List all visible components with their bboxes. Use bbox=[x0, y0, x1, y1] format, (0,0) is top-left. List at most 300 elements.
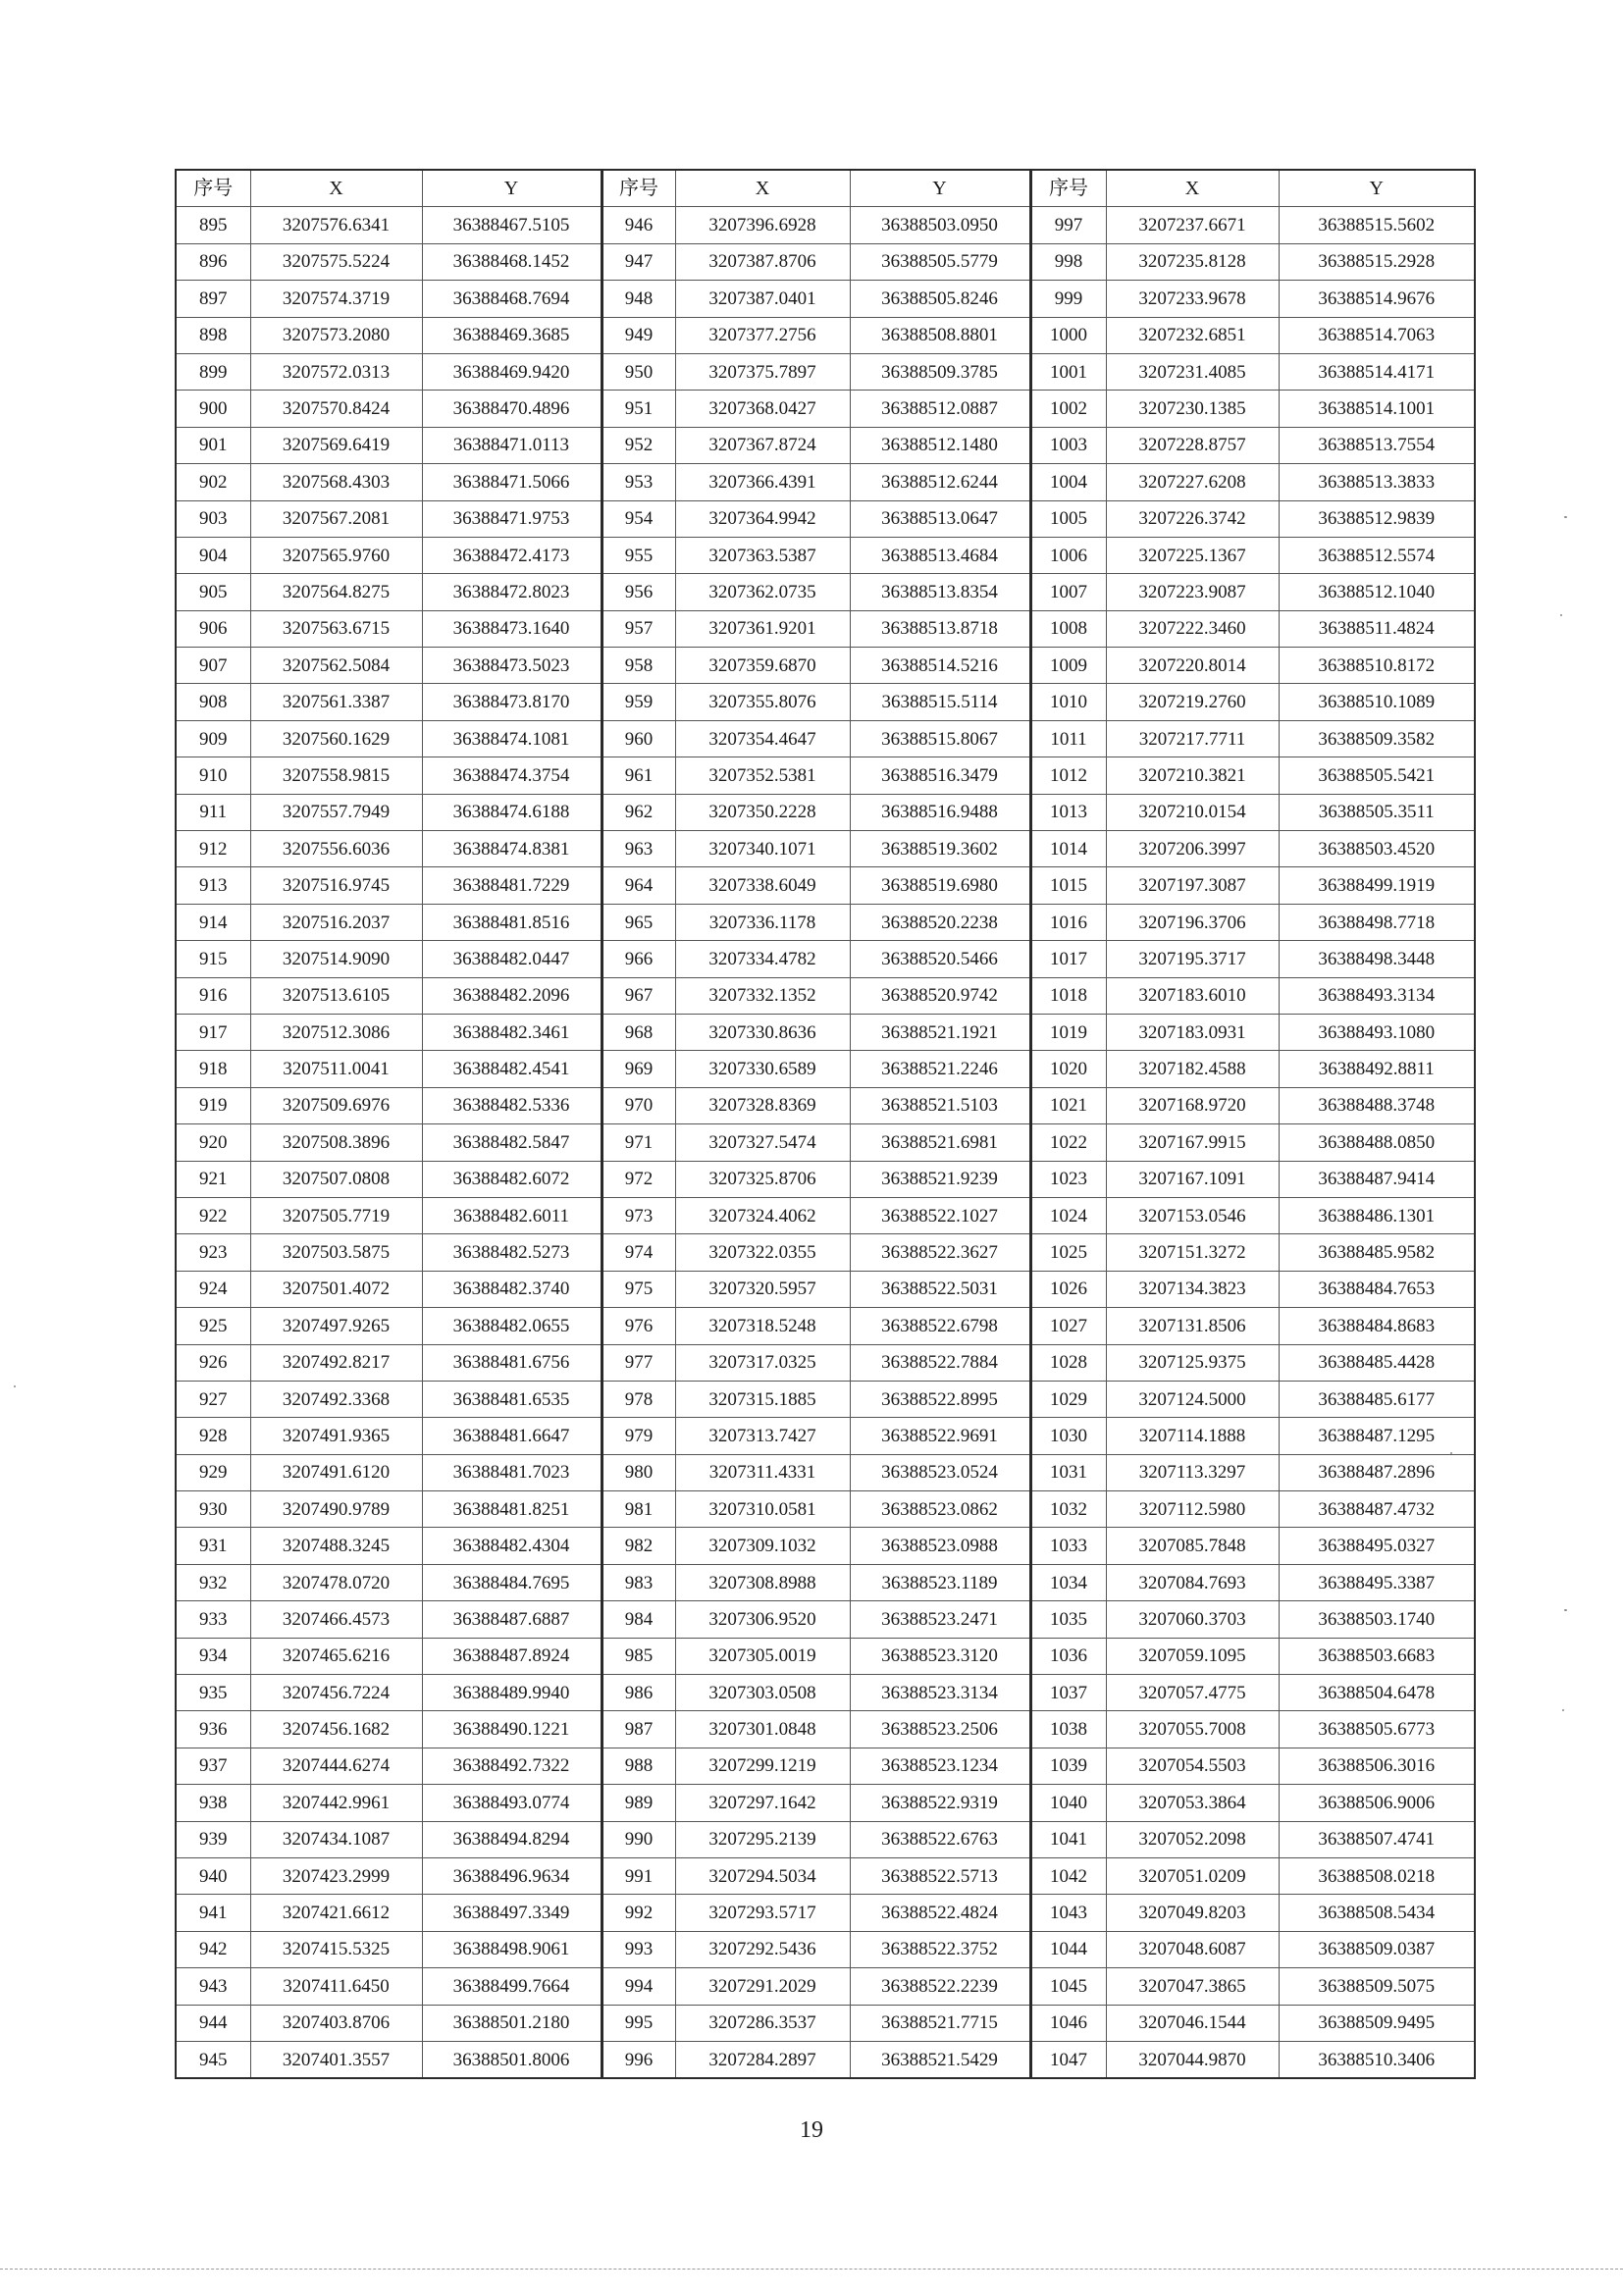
cell-x: 3207456.7224 bbox=[250, 1675, 422, 1711]
cell-seq: 939 bbox=[176, 1821, 250, 1857]
cell-y: 36388498.9061 bbox=[422, 1931, 602, 1967]
table-row bbox=[176, 610, 1475, 647]
cell-x: 3207442.9961 bbox=[250, 1785, 422, 1821]
cell-x: 3207206.3997 bbox=[1106, 831, 1279, 867]
cell-x: 3207131.8506 bbox=[1106, 1308, 1279, 1344]
cell-x: 3207364.9942 bbox=[675, 500, 850, 537]
table-row bbox=[176, 757, 1475, 794]
cell-seq: 1012 bbox=[1030, 757, 1106, 794]
cell-seq: 1021 bbox=[1030, 1087, 1106, 1123]
cell-y: 36388514.9676 bbox=[1279, 281, 1475, 317]
cell-seq: 940 bbox=[176, 1857, 250, 1894]
scan-speck bbox=[1562, 1709, 1564, 1711]
cell-y: 36388498.7718 bbox=[1279, 904, 1475, 940]
cell-y: 36388515.8067 bbox=[850, 720, 1030, 757]
cell-x: 3207085.7848 bbox=[1106, 1528, 1279, 1564]
cell-x: 3207299.1219 bbox=[675, 1748, 850, 1784]
cell-seq: 908 bbox=[176, 684, 250, 720]
cell-y: 36388484.8683 bbox=[1279, 1308, 1475, 1344]
cell-x: 3207223.9087 bbox=[1106, 574, 1279, 610]
cell-x: 3207317.0325 bbox=[675, 1344, 850, 1381]
cell-seq: 920 bbox=[176, 1124, 250, 1161]
cell-seq: 1007 bbox=[1030, 574, 1106, 610]
table-row bbox=[176, 1564, 1475, 1600]
cell-y: 36388514.1001 bbox=[1279, 391, 1475, 427]
cell-y: 36388487.2896 bbox=[1279, 1454, 1475, 1490]
cell-y: 36388514.5216 bbox=[850, 648, 1030, 684]
cell-seq: 1009 bbox=[1030, 648, 1106, 684]
cell-seq: 977 bbox=[602, 1344, 675, 1381]
table-row bbox=[176, 574, 1475, 610]
cell-x: 3207363.5387 bbox=[675, 537, 850, 573]
cell-seq: 942 bbox=[176, 1931, 250, 1967]
cell-y: 36388522.8995 bbox=[850, 1381, 1030, 1417]
cell-seq: 968 bbox=[602, 1014, 675, 1050]
cell-x: 3207466.4573 bbox=[250, 1601, 422, 1638]
header-x: X bbox=[1106, 170, 1279, 207]
cell-x: 3207557.7949 bbox=[250, 794, 422, 830]
cell-x: 3207051.0209 bbox=[1106, 1857, 1279, 1894]
cell-x: 3207330.6589 bbox=[675, 1051, 850, 1087]
cell-y: 36388512.0887 bbox=[850, 391, 1030, 427]
cell-x: 3207514.9090 bbox=[250, 941, 422, 977]
cell-seq: 1008 bbox=[1030, 610, 1106, 647]
cell-y: 36388522.9319 bbox=[850, 1785, 1030, 1821]
cell-y: 36388513.7554 bbox=[1279, 427, 1475, 463]
cell-y: 36388474.6188 bbox=[422, 794, 602, 830]
cell-seq: 917 bbox=[176, 1014, 250, 1050]
cell-seq: 988 bbox=[602, 1748, 675, 1784]
cell-y: 36388498.3448 bbox=[1279, 941, 1475, 977]
cell-y: 36388503.0950 bbox=[850, 207, 1030, 243]
cell-seq: 1035 bbox=[1030, 1601, 1106, 1638]
cell-y: 36388504.6478 bbox=[1279, 1675, 1475, 1711]
cell-x: 3207512.3086 bbox=[250, 1014, 422, 1050]
cell-x: 3207151.3272 bbox=[1106, 1234, 1279, 1271]
cell-y: 36388482.3740 bbox=[422, 1271, 602, 1307]
cell-y: 36388487.9414 bbox=[1279, 1161, 1475, 1197]
cell-seq: 1001 bbox=[1030, 353, 1106, 390]
cell-seq: 966 bbox=[602, 941, 675, 977]
scan-speck bbox=[1564, 516, 1567, 518]
header-y: Y bbox=[850, 170, 1030, 207]
cell-seq: 948 bbox=[602, 281, 675, 317]
cell-x: 3207561.3387 bbox=[250, 684, 422, 720]
cell-y: 36388482.0447 bbox=[422, 941, 602, 977]
header-x: X bbox=[250, 170, 422, 207]
cell-x: 3207295.2139 bbox=[675, 1821, 850, 1857]
cell-y: 36388488.0850 bbox=[1279, 1124, 1475, 1161]
cell-y: 36388481.7023 bbox=[422, 1454, 602, 1490]
cell-seq: 924 bbox=[176, 1271, 250, 1307]
table-row bbox=[176, 1344, 1475, 1381]
cell-x: 3207328.8369 bbox=[675, 1087, 850, 1123]
cell-seq: 956 bbox=[602, 574, 675, 610]
cell-seq: 986 bbox=[602, 1675, 675, 1711]
cell-x: 3207492.3368 bbox=[250, 1381, 422, 1417]
cell-y: 36388513.0647 bbox=[850, 500, 1030, 537]
cell-seq: 1002 bbox=[1030, 391, 1106, 427]
cell-y: 36388487.6887 bbox=[422, 1601, 602, 1638]
table-row bbox=[176, 1748, 1475, 1784]
cell-y: 36388523.0862 bbox=[850, 1491, 1030, 1528]
cell-y: 36388481.6647 bbox=[422, 1418, 602, 1454]
cell-y: 36388521.9239 bbox=[850, 1161, 1030, 1197]
cell-seq: 967 bbox=[602, 977, 675, 1014]
cell-seq: 927 bbox=[176, 1381, 250, 1417]
cell-x: 3207311.4331 bbox=[675, 1454, 850, 1490]
cell-seq: 1016 bbox=[1030, 904, 1106, 940]
cell-seq: 1027 bbox=[1030, 1308, 1106, 1344]
cell-y: 36388514.7063 bbox=[1279, 317, 1475, 353]
cell-x: 3207355.8076 bbox=[675, 684, 850, 720]
header-seq: 序号 bbox=[602, 170, 675, 207]
cell-x: 3207057.4775 bbox=[1106, 1675, 1279, 1711]
cell-y: 36388488.3748 bbox=[1279, 1087, 1475, 1123]
cell-x: 3207352.5381 bbox=[675, 757, 850, 794]
table-row bbox=[176, 1857, 1475, 1894]
table-row bbox=[176, 1821, 1475, 1857]
cell-y: 36388522.3752 bbox=[850, 1931, 1030, 1967]
table-row bbox=[176, 2005, 1475, 2041]
cell-x: 3207330.8636 bbox=[675, 1014, 850, 1050]
cell-seq: 973 bbox=[602, 1197, 675, 1233]
cell-x: 3207377.2756 bbox=[675, 317, 850, 353]
cell-y: 36388522.7884 bbox=[850, 1344, 1030, 1381]
cell-y: 36388510.8172 bbox=[1279, 648, 1475, 684]
cell-seq: 1004 bbox=[1030, 464, 1106, 500]
cell-seq: 1043 bbox=[1030, 1895, 1106, 1931]
cell-seq: 922 bbox=[176, 1197, 250, 1233]
cell-y: 36388487.1295 bbox=[1279, 1418, 1475, 1454]
cell-y: 36388494.8294 bbox=[422, 1821, 602, 1857]
cell-seq: 1006 bbox=[1030, 537, 1106, 573]
cell-x: 3207569.6419 bbox=[250, 427, 422, 463]
cell-seq: 983 bbox=[602, 1564, 675, 1600]
cell-x: 3207411.6450 bbox=[250, 1968, 422, 2005]
table-row bbox=[176, 1968, 1475, 2005]
cell-seq: 990 bbox=[602, 1821, 675, 1857]
cell-y: 36388497.3349 bbox=[422, 1895, 602, 1931]
table-row bbox=[176, 1308, 1475, 1344]
cell-x: 3207362.0735 bbox=[675, 574, 850, 610]
header-x: X bbox=[675, 170, 850, 207]
cell-y: 36388516.3479 bbox=[850, 757, 1030, 794]
cell-seq: 993 bbox=[602, 1931, 675, 1967]
table-body bbox=[176, 207, 1475, 2078]
cell-seq: 945 bbox=[176, 2041, 250, 2078]
cell-x: 3207301.0848 bbox=[675, 1711, 850, 1748]
cell-seq: 952 bbox=[602, 427, 675, 463]
cell-seq: 936 bbox=[176, 1711, 250, 1748]
table-row bbox=[176, 243, 1475, 280]
cell-y: 36388471.5066 bbox=[422, 464, 602, 500]
cell-y: 36388523.1234 bbox=[850, 1748, 1030, 1784]
cell-x: 3207375.7897 bbox=[675, 353, 850, 390]
cell-y: 36388503.1740 bbox=[1279, 1601, 1475, 1638]
table-row bbox=[176, 537, 1475, 573]
cell-x: 3207387.8706 bbox=[675, 243, 850, 280]
cell-seq: 938 bbox=[176, 1785, 250, 1821]
cell-y: 36388482.5273 bbox=[422, 1234, 602, 1271]
table-row bbox=[176, 1711, 1475, 1748]
table-row bbox=[176, 684, 1475, 720]
cell-y: 36388514.4171 bbox=[1279, 353, 1475, 390]
cell-seq: 1015 bbox=[1030, 867, 1106, 904]
cell-x: 3207167.1091 bbox=[1106, 1161, 1279, 1197]
cell-y: 36388501.2180 bbox=[422, 2005, 602, 2041]
cell-y: 36388471.9753 bbox=[422, 500, 602, 537]
table-row bbox=[176, 207, 1475, 243]
cell-y: 36388512.1480 bbox=[850, 427, 1030, 463]
cell-seq: 912 bbox=[176, 831, 250, 867]
cell-seq: 1044 bbox=[1030, 1931, 1106, 1967]
cell-x: 3207124.5000 bbox=[1106, 1381, 1279, 1417]
cell-seq: 1025 bbox=[1030, 1234, 1106, 1271]
cell-x: 3207225.1367 bbox=[1106, 537, 1279, 573]
table-row bbox=[176, 1895, 1475, 1931]
cell-y: 36388484.7695 bbox=[422, 1564, 602, 1600]
cell-y: 36388512.5574 bbox=[1279, 537, 1475, 573]
cell-x: 3207230.1385 bbox=[1106, 391, 1279, 427]
cell-seq: 1003 bbox=[1030, 427, 1106, 463]
cell-x: 3207368.0427 bbox=[675, 391, 850, 427]
cell-seq: 1018 bbox=[1030, 977, 1106, 1014]
cell-y: 36388482.3461 bbox=[422, 1014, 602, 1050]
cell-seq: 984 bbox=[602, 1601, 675, 1638]
cell-x: 3207320.5957 bbox=[675, 1271, 850, 1307]
cell-seq: 1000 bbox=[1030, 317, 1106, 353]
cell-seq: 895 bbox=[176, 207, 250, 243]
cell-y: 36388522.6763 bbox=[850, 1821, 1030, 1857]
cell-seq: 985 bbox=[602, 1638, 675, 1674]
footer-rule bbox=[0, 2269, 1623, 2270]
cell-y: 36388510.3406 bbox=[1279, 2041, 1475, 2078]
table-row bbox=[176, 391, 1475, 427]
cell-seq: 1034 bbox=[1030, 1564, 1106, 1600]
cell-x: 3207332.1352 bbox=[675, 977, 850, 1014]
cell-seq: 989 bbox=[602, 1785, 675, 1821]
cell-x: 3207508.3896 bbox=[250, 1124, 422, 1161]
cell-x: 3207434.1087 bbox=[250, 1821, 422, 1857]
cell-seq: 979 bbox=[602, 1418, 675, 1454]
cell-y: 36388509.9495 bbox=[1279, 2005, 1475, 2041]
cell-seq: 965 bbox=[602, 904, 675, 940]
cell-y: 36388523.2506 bbox=[850, 1711, 1030, 1748]
cell-y: 36388482.0655 bbox=[422, 1308, 602, 1344]
cell-x: 3207359.6870 bbox=[675, 648, 850, 684]
cell-x: 3207574.3719 bbox=[250, 281, 422, 317]
cell-seq: 991 bbox=[602, 1857, 675, 1894]
cell-x: 3207183.6010 bbox=[1106, 977, 1279, 1014]
cell-x: 3207325.8706 bbox=[675, 1161, 850, 1197]
cell-x: 3207048.6087 bbox=[1106, 1931, 1279, 1967]
cell-seq: 1019 bbox=[1030, 1014, 1106, 1050]
cell-y: 36388521.2246 bbox=[850, 1051, 1030, 1087]
cell-y: 36388503.6683 bbox=[1279, 1638, 1475, 1674]
cell-y: 36388495.0327 bbox=[1279, 1528, 1475, 1564]
cell-seq: 915 bbox=[176, 941, 250, 977]
cell-seq: 980 bbox=[602, 1454, 675, 1490]
cell-seq: 949 bbox=[602, 317, 675, 353]
cell-y: 36388468.7694 bbox=[422, 281, 602, 317]
cell-x: 3207563.6715 bbox=[250, 610, 422, 647]
cell-seq: 960 bbox=[602, 720, 675, 757]
cell-x: 3207403.8706 bbox=[250, 2005, 422, 2041]
cell-x: 3207227.6208 bbox=[1106, 464, 1279, 500]
cell-y: 36388506.3016 bbox=[1279, 1748, 1475, 1784]
cell-x: 3207576.6341 bbox=[250, 207, 422, 243]
cell-seq: 1022 bbox=[1030, 1124, 1106, 1161]
cell-x: 3207219.2760 bbox=[1106, 684, 1279, 720]
cell-y: 36388515.5114 bbox=[850, 684, 1030, 720]
cell-x: 3207478.0720 bbox=[250, 1564, 422, 1600]
coordinate-table bbox=[175, 169, 1476, 2079]
cell-seq: 898 bbox=[176, 317, 250, 353]
cell-y: 36388482.5847 bbox=[422, 1124, 602, 1161]
cell-y: 36388492.8811 bbox=[1279, 1051, 1475, 1087]
cell-seq: 957 bbox=[602, 610, 675, 647]
cell-seq: 923 bbox=[176, 1234, 250, 1271]
cell-y: 36388469.9420 bbox=[422, 353, 602, 390]
cell-y: 36388507.4741 bbox=[1279, 1821, 1475, 1857]
cell-x: 3207570.8424 bbox=[250, 391, 422, 427]
table-row bbox=[176, 867, 1475, 904]
cell-y: 36388510.1089 bbox=[1279, 684, 1475, 720]
cell-y: 36388505.8246 bbox=[850, 281, 1030, 317]
table-row bbox=[176, 1197, 1475, 1233]
cell-x: 3207567.2081 bbox=[250, 500, 422, 537]
cell-seq: 1030 bbox=[1030, 1418, 1106, 1454]
cell-y: 36388505.3511 bbox=[1279, 794, 1475, 830]
cell-seq: 944 bbox=[176, 2005, 250, 2041]
cell-y: 36388522.6798 bbox=[850, 1308, 1030, 1344]
cell-x: 3207558.9815 bbox=[250, 757, 422, 794]
cell-x: 3207305.0019 bbox=[675, 1638, 850, 1674]
cell-x: 3207488.3245 bbox=[250, 1528, 422, 1564]
cell-x: 3207046.1544 bbox=[1106, 2005, 1279, 2041]
cell-seq: 1011 bbox=[1030, 720, 1106, 757]
cell-seq: 925 bbox=[176, 1308, 250, 1344]
cell-seq: 1014 bbox=[1030, 831, 1106, 867]
cell-seq: 978 bbox=[602, 1381, 675, 1417]
cell-seq: 901 bbox=[176, 427, 250, 463]
cell-y: 36388484.7653 bbox=[1279, 1271, 1475, 1307]
cell-y: 36388474.1081 bbox=[422, 720, 602, 757]
cell-x: 3207293.5717 bbox=[675, 1895, 850, 1931]
cell-y: 36388522.4824 bbox=[850, 1895, 1030, 1931]
cell-y: 36388515.5602 bbox=[1279, 207, 1475, 243]
cell-y: 36388501.8006 bbox=[422, 2041, 602, 2078]
table-row bbox=[176, 1491, 1475, 1528]
cell-x: 3207564.8275 bbox=[250, 574, 422, 610]
cell-seq: 1038 bbox=[1030, 1711, 1106, 1748]
cell-y: 36388474.8381 bbox=[422, 831, 602, 867]
cell-x: 3207235.8128 bbox=[1106, 243, 1279, 280]
cell-y: 36388522.3627 bbox=[850, 1234, 1030, 1271]
table-row bbox=[176, 500, 1475, 537]
cell-x: 3207511.0041 bbox=[250, 1051, 422, 1087]
cell-y: 36388508.8801 bbox=[850, 317, 1030, 353]
cell-seq: 994 bbox=[602, 1968, 675, 2005]
cell-seq: 976 bbox=[602, 1308, 675, 1344]
cell-x: 3207309.1032 bbox=[675, 1528, 850, 1564]
table-row bbox=[176, 1014, 1475, 1050]
cell-x: 3207318.5248 bbox=[675, 1308, 850, 1344]
cell-x: 3207210.3821 bbox=[1106, 757, 1279, 794]
cell-seq: 958 bbox=[602, 648, 675, 684]
cell-x: 3207294.5034 bbox=[675, 1857, 850, 1894]
cell-seq: 931 bbox=[176, 1528, 250, 1564]
cell-x: 3207568.4303 bbox=[250, 464, 422, 500]
cell-seq: 911 bbox=[176, 794, 250, 830]
cell-y: 36388485.9582 bbox=[1279, 1234, 1475, 1271]
cell-x: 3207334.4782 bbox=[675, 941, 850, 977]
cell-seq: 1013 bbox=[1030, 794, 1106, 830]
cell-x: 3207336.1178 bbox=[675, 904, 850, 940]
cell-x: 3207421.6612 bbox=[250, 1895, 422, 1931]
header-seq: 序号 bbox=[1030, 170, 1106, 207]
cell-seq: 903 bbox=[176, 500, 250, 537]
cell-x: 3207501.4072 bbox=[250, 1271, 422, 1307]
cell-seq: 934 bbox=[176, 1638, 250, 1674]
cell-seq: 1031 bbox=[1030, 1454, 1106, 1490]
page-number: 19 bbox=[800, 2117, 823, 2143]
cell-seq: 946 bbox=[602, 207, 675, 243]
cell-y: 36388521.5103 bbox=[850, 1087, 1030, 1123]
cell-y: 36388509.3582 bbox=[1279, 720, 1475, 757]
scan-speck bbox=[14, 1385, 16, 1387]
cell-y: 36388485.6177 bbox=[1279, 1381, 1475, 1417]
cell-seq: 959 bbox=[602, 684, 675, 720]
cell-x: 3207195.3717 bbox=[1106, 941, 1279, 977]
cell-y: 36388482.6011 bbox=[422, 1197, 602, 1233]
scan-speck bbox=[1450, 1452, 1452, 1454]
table-row bbox=[176, 720, 1475, 757]
cell-x: 3207210.0154 bbox=[1106, 794, 1279, 830]
cell-seq: 995 bbox=[602, 2005, 675, 2041]
cell-seq: 933 bbox=[176, 1601, 250, 1638]
cell-y: 36388471.0113 bbox=[422, 427, 602, 463]
cell-y: 36388523.0988 bbox=[850, 1528, 1030, 1564]
table-row bbox=[176, 464, 1475, 500]
cell-x: 3207354.4647 bbox=[675, 720, 850, 757]
cell-y: 36388509.5075 bbox=[1279, 1968, 1475, 2005]
cell-y: 36388513.3833 bbox=[1279, 464, 1475, 500]
cell-x: 3207560.1629 bbox=[250, 720, 422, 757]
cell-x: 3207084.7693 bbox=[1106, 1564, 1279, 1600]
table-row bbox=[176, 1785, 1475, 1821]
cell-seq: 1005 bbox=[1030, 500, 1106, 537]
cell-x: 3207114.1888 bbox=[1106, 1418, 1279, 1454]
cell-y: 36388482.4304 bbox=[422, 1528, 602, 1564]
cell-seq: 961 bbox=[602, 757, 675, 794]
table-row bbox=[176, 281, 1475, 317]
cell-seq: 916 bbox=[176, 977, 250, 1014]
cell-x: 3207492.8217 bbox=[250, 1344, 422, 1381]
cell-x: 3207167.9915 bbox=[1106, 1124, 1279, 1161]
cell-y: 36388473.8170 bbox=[422, 684, 602, 720]
cell-seq: 947 bbox=[602, 243, 675, 280]
cell-y: 36388521.7715 bbox=[850, 2005, 1030, 2041]
cell-x: 3207113.3297 bbox=[1106, 1454, 1279, 1490]
cell-x: 3207503.5875 bbox=[250, 1234, 422, 1271]
cell-y: 36388499.7664 bbox=[422, 1968, 602, 2005]
cell-x: 3207367.8724 bbox=[675, 427, 850, 463]
cell-seq: 1024 bbox=[1030, 1197, 1106, 1233]
cell-seq: 930 bbox=[176, 1491, 250, 1528]
cell-x: 3207350.2228 bbox=[675, 794, 850, 830]
